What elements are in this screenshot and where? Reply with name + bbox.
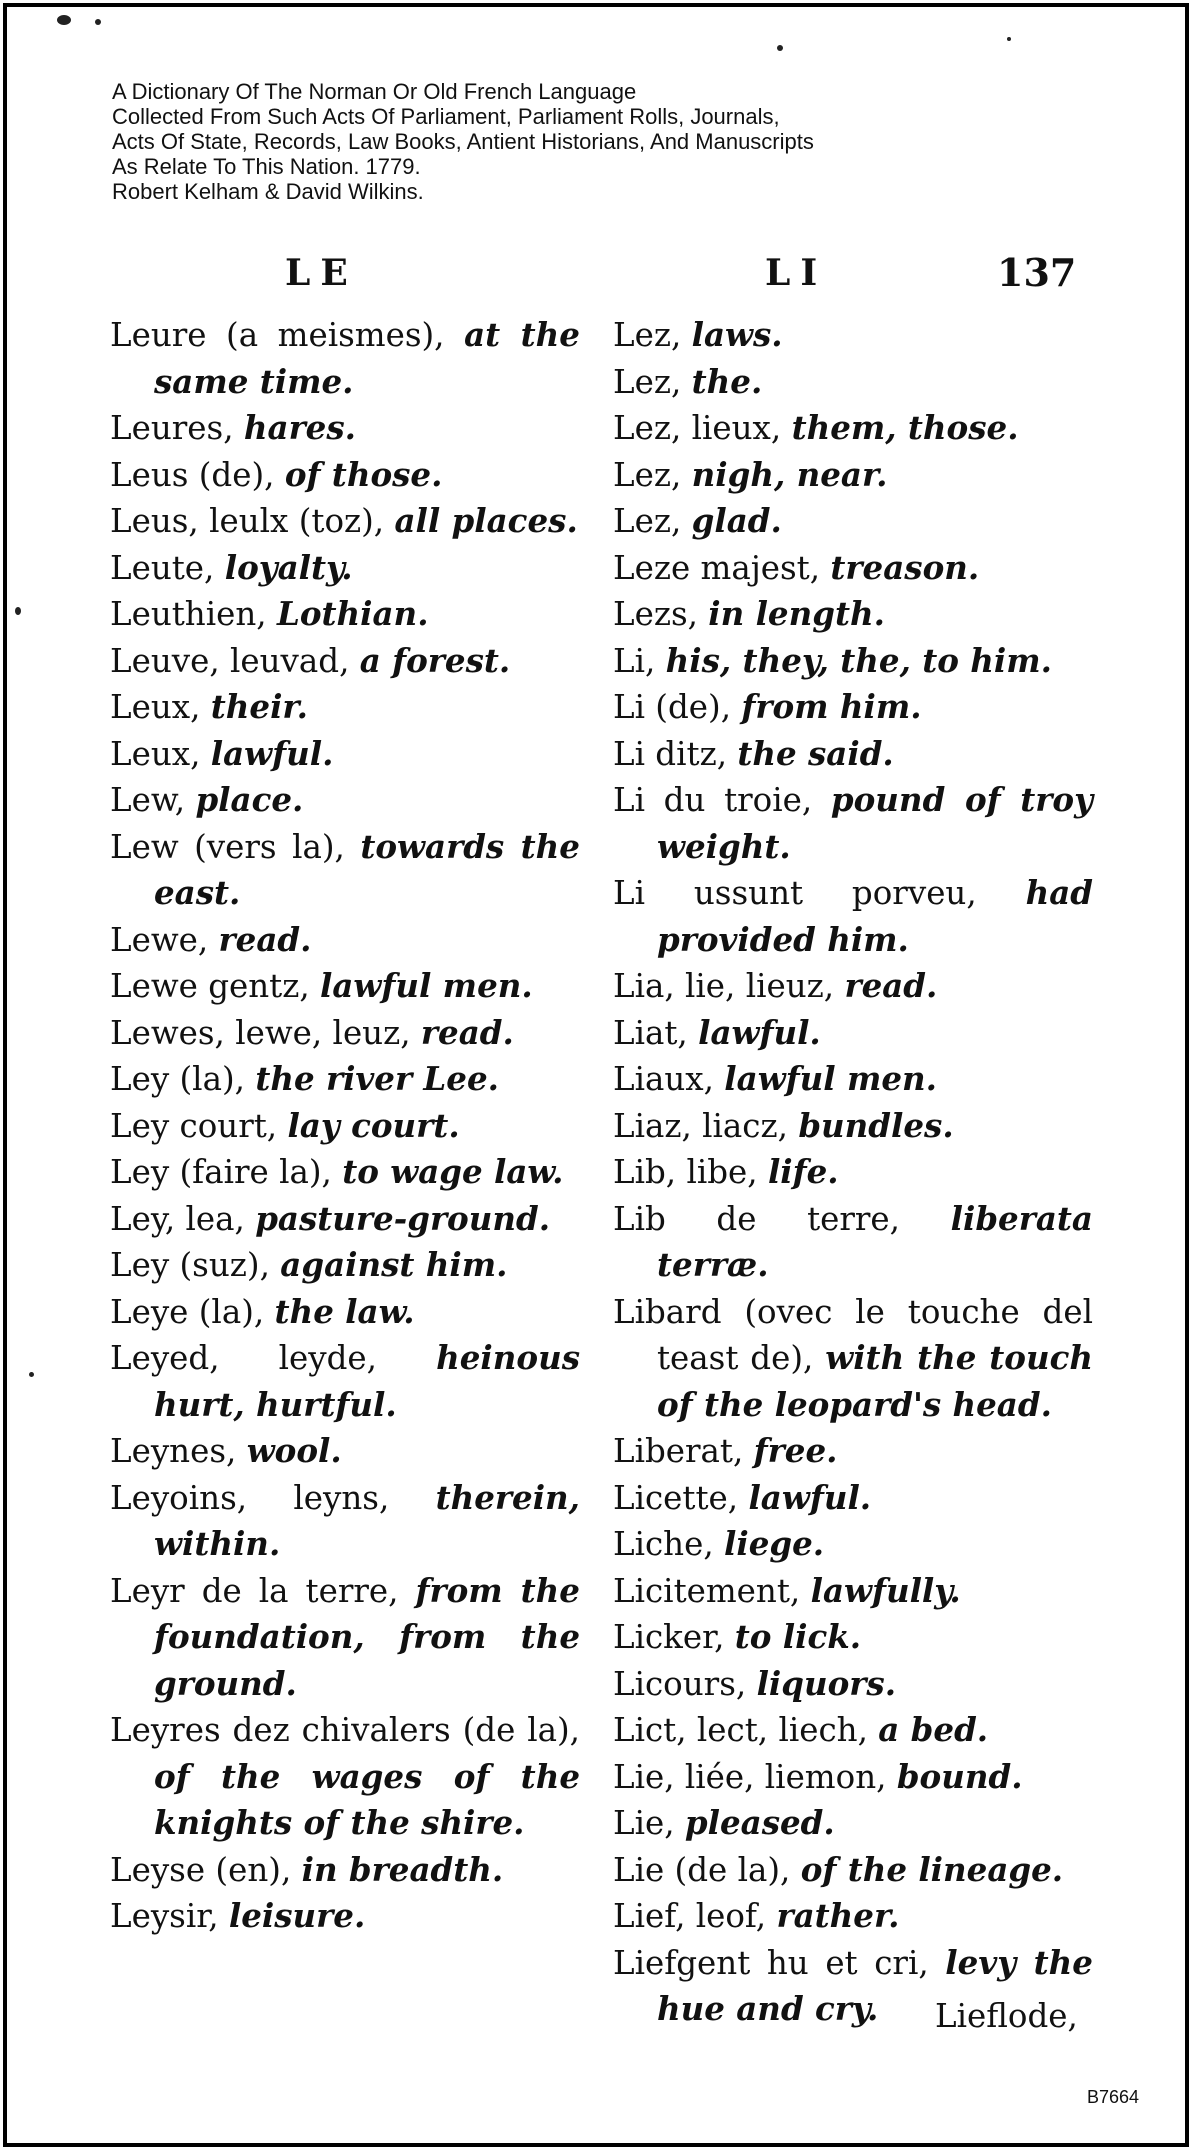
dictionary-entry — [110, 591, 580, 638]
entry-headword: Li (de), — [613, 688, 732, 726]
scan-speck — [29, 1372, 34, 1377]
entry-definition: of those. — [284, 454, 443, 494]
dictionary-entry — [110, 1475, 580, 1568]
entry-headword: Liefgent hu et cri, — [613, 1943, 929, 1982]
entry-definition: rather. — [776, 1896, 900, 1935]
entry-headword: Leuve, leuvad, — [110, 641, 350, 680]
dictionary-entry — [613, 638, 1093, 685]
scan-speck — [57, 15, 71, 25]
dictionary-entry — [110, 312, 580, 405]
entry-definition: lawful men. — [320, 966, 533, 1005]
entry-headword: Licitement, — [613, 1571, 801, 1610]
entry-headword: Ley (faire la), — [110, 1153, 332, 1191]
entry-headword: Li, — [613, 641, 656, 680]
entry-definition: bundles. — [798, 1105, 954, 1145]
entry-definition: all places. — [394, 501, 578, 540]
dictionary-entry — [613, 591, 1093, 638]
entry-headword: Ley court, — [110, 1106, 278, 1145]
entry-definition: laws. — [691, 315, 783, 354]
entry-definition: against him. — [280, 1245, 508, 1284]
entry-definition: read. — [420, 1012, 514, 1052]
entry-headword: Lez, — [613, 502, 682, 540]
dictionary-entry — [110, 638, 580, 685]
entry-headword: Leuthien, — [110, 595, 267, 633]
dictionary-entry — [613, 1661, 1093, 1708]
dictionary-entry — [613, 359, 1093, 406]
entry-headword: Ley, lea, — [110, 1199, 245, 1238]
entry-definition: their. — [210, 687, 308, 726]
entry-headword: Licours, — [613, 1664, 747, 1703]
running-head-left: LE — [285, 252, 358, 294]
entry-definition: therein, within. — [154, 1477, 580, 1563]
entry-definition: lawful. — [698, 1012, 821, 1052]
entry-definition: his, they, the, to him. — [665, 640, 1052, 680]
dictionary-entry — [613, 963, 1093, 1010]
dictionary-entry — [613, 312, 1093, 359]
entry-definition: glad. — [691, 501, 782, 540]
dictionary-entry — [110, 1289, 580, 1336]
entry-headword: Lez, lieux, — [613, 409, 782, 447]
entry-headword: Leyse (en), — [110, 1850, 292, 1889]
entry-headword: Leynes, — [110, 1432, 237, 1470]
entry-definition: them, those. — [791, 408, 1019, 447]
entry-definition: treason. — [830, 547, 980, 587]
entry-definition: Lothian. — [276, 594, 429, 633]
right-column — [613, 312, 1093, 2033]
entry-headword: Leure (a meismes), — [110, 316, 445, 354]
dictionary-entry — [110, 1196, 580, 1243]
entry-definition: lay court. — [287, 1105, 460, 1145]
header-note — [112, 79, 1012, 204]
entry-definition: life. — [767, 1152, 839, 1191]
entry-definition: liquors. — [756, 1663, 897, 1703]
entry-definition: loyalty. — [224, 547, 353, 587]
entry-headword: Lew, — [110, 781, 186, 819]
entry-definition: bound. — [896, 1756, 1023, 1796]
entry-definition: wool. — [246, 1431, 342, 1470]
entry-headword: Leus, leulx (toz), — [110, 502, 385, 540]
dictionary-entry — [613, 1707, 1093, 1754]
scan-speck — [777, 45, 783, 51]
entry-headword: Ley (la), — [110, 1060, 245, 1098]
dictionary-entry — [110, 452, 580, 499]
entry-headword: Leute, — [110, 548, 215, 587]
entry-headword: Lie, — [613, 1804, 675, 1842]
entry-headword: Li ussunt porveu, — [613, 874, 977, 912]
scan-speck — [95, 19, 101, 25]
entry-definition: lawfully. — [810, 1570, 961, 1610]
dictionary-entry — [110, 1847, 580, 1894]
dictionary-entry — [110, 1707, 580, 1847]
entry-headword: Libard (ovec le touche del teast de), — [613, 1292, 1093, 1377]
dictionary-entry — [613, 1800, 1093, 1847]
dictionary-entry — [110, 1010, 580, 1057]
entry-definition: in length. — [708, 594, 885, 633]
entry-headword: Leysir, — [110, 1897, 219, 1935]
page-number: 137 — [997, 250, 1077, 295]
archive-id: B7664 — [1087, 2087, 1140, 2107]
entry-definition: the law. — [274, 1291, 415, 1331]
dictionary-entry — [613, 1521, 1093, 1568]
entry-definition: read. — [218, 919, 312, 959]
entry-headword: Lewe gentz, — [110, 967, 310, 1005]
entry-definition: the. — [691, 361, 763, 401]
dictionary-entry — [613, 1614, 1093, 1661]
entry-headword: Leze majest, — [613, 548, 821, 587]
header-line: Robert Kelham & David Wilkins. — [112, 179, 424, 204]
entry-headword: Liaux, — [613, 1060, 714, 1098]
entry-headword: Lez, — [613, 455, 682, 494]
dictionary-entry — [613, 777, 1093, 870]
dictionary-entry — [613, 452, 1093, 499]
dictionary-entry — [110, 1568, 580, 1708]
entry-definition: to lick. — [734, 1617, 862, 1656]
dictionary-entry — [110, 917, 580, 964]
dictionary-entry — [613, 1149, 1093, 1196]
dictionary-entry — [110, 824, 580, 917]
entry-headword: Liaz, liacz, — [613, 1106, 788, 1145]
entry-headword: Lie, liée, liemon, — [613, 1757, 887, 1796]
dictionary-entry — [110, 1428, 580, 1475]
dictionary-entry — [110, 963, 580, 1010]
dictionary-entry — [613, 1893, 1093, 1940]
entry-definition: liberata terræ. — [657, 1198, 1093, 1284]
entry-headword: Licker, — [613, 1618, 725, 1656]
dictionary-entry — [110, 498, 580, 545]
entry-headword: Lia, lie, lieuz, — [613, 967, 835, 1005]
entry-definition: pound of troy weight. — [657, 780, 1093, 866]
entry-headword: Lewes, lewe, leuz, — [110, 1013, 411, 1052]
entry-definition: lawful men. — [724, 1059, 937, 1098]
dictionary-entry — [613, 498, 1093, 545]
dictionary-entry — [613, 1475, 1093, 1522]
entry-headword: Lezs, — [613, 595, 698, 633]
entry-headword: Leyoins, leyns, — [110, 1478, 390, 1517]
entry-definition: liege. — [724, 1524, 825, 1563]
dictionary-entry — [613, 731, 1093, 778]
entry-definition: a bed. — [878, 1710, 989, 1749]
entry-headword: Liberat, — [613, 1432, 744, 1470]
entry-definition: had provided him. — [657, 873, 1093, 959]
entry-definition: heinous hurt, hurtful. — [154, 1338, 580, 1424]
entry-definition: from him. — [741, 687, 922, 726]
entry-definition: the said. — [737, 733, 894, 773]
dictionary-entry — [613, 1196, 1093, 1289]
entry-headword: Licette, — [613, 1478, 739, 1517]
dictionary-entry — [613, 1847, 1093, 1894]
dictionary-entry — [110, 405, 580, 452]
entry-headword: Liche, — [613, 1525, 714, 1563]
entry-headword: Leures, — [110, 409, 234, 447]
header-line: Collected From Such Acts Of Parliament, Parliament Rolls, Journals, — [112, 104, 780, 129]
entry-definition: with the touch of the leopard's head. — [657, 1338, 1093, 1424]
dictionary-entry — [613, 1056, 1093, 1103]
dictionary-entry — [613, 1289, 1093, 1429]
dictionary-entry — [613, 405, 1093, 452]
dictionary-entry — [613, 1428, 1093, 1475]
entry-definition: of the wages of the knights of the shire. — [154, 1756, 580, 1842]
entry-headword: Liat, — [613, 1013, 688, 1052]
entry-headword: Li ditz, — [613, 734, 728, 773]
entry-definition: of the lineage. — [800, 1849, 1064, 1889]
dictionary-entry — [110, 1056, 580, 1103]
entry-definition: place. — [195, 780, 304, 819]
entry-definition: free. — [753, 1431, 838, 1470]
header-line: As Relate To This Nation. 1779. — [112, 154, 421, 179]
dictionary-entry — [110, 545, 580, 592]
entry-headword: Leye (la), — [110, 1292, 265, 1331]
dictionary-entry — [613, 545, 1093, 592]
dictionary-entry — [613, 1103, 1093, 1150]
entry-definition: from the foundation, from the ground. — [154, 1570, 580, 1703]
entry-headword: Lib, libe, — [613, 1153, 758, 1191]
page-frame — [3, 3, 1189, 2147]
entry-definition: hares. — [243, 408, 356, 447]
entry-definition: to wage law. — [342, 1152, 564, 1191]
entry-definition: towards the east. — [154, 826, 580, 912]
entry-headword: Leus (de), — [110, 455, 275, 494]
entry-headword: Lez, — [613, 316, 682, 354]
dictionary-entry — [613, 1754, 1093, 1801]
dictionary-entry — [110, 1893, 580, 1940]
entry-definition: levy the hue and cry. — [657, 1942, 1093, 2028]
scan-speck — [1007, 37, 1011, 41]
entry-definition: pasture-ground. — [255, 1198, 551, 1238]
entry-definition: lawful. — [748, 1477, 872, 1517]
entry-headword: Leyed, leyde, — [110, 1339, 377, 1377]
dictionary-entry — [613, 1568, 1093, 1615]
header-line: A Dictionary Of The Norman Or Old French Language — [112, 79, 637, 104]
entry-headword: Lez, — [613, 362, 682, 401]
entry-definition: a forest. — [359, 640, 511, 680]
entry-headword: Ley (suz), — [110, 1246, 270, 1284]
dictionary-entry — [110, 1149, 580, 1196]
running-head-right: LI — [765, 252, 828, 294]
dictionary-entry — [110, 1242, 580, 1289]
catchword: Lieflode, — [935, 1997, 1078, 2035]
scan-speck — [15, 607, 21, 615]
entry-headword: Lib de terre, — [613, 1199, 900, 1238]
entry-headword: Leux, — [110, 734, 201, 773]
header-line: Acts Of State, Records, Law Books, Antient Historians, And Manuscripts — [112, 129, 814, 154]
entry-definition: the river Lee. — [255, 1059, 499, 1098]
entry-definition: lawful. — [210, 733, 334, 773]
entry-definition: nigh, near. — [691, 454, 888, 494]
dictionary-entry — [613, 684, 1093, 731]
entry-headword: Lict, lect, liech, — [613, 1711, 868, 1749]
entry-headword: Lewe, — [110, 920, 209, 959]
dictionary-entry — [110, 731, 580, 778]
entry-headword: Lief, leof, — [613, 1897, 767, 1935]
entry-headword: Lie (de la), — [613, 1850, 791, 1889]
dictionary-entry — [110, 777, 580, 824]
entry-definition: leisure. — [228, 1896, 366, 1935]
dictionary-entry — [613, 1010, 1093, 1057]
entry-headword: Leyres dez chivalers (de la), — [110, 1711, 580, 1749]
entry-headword: Leyr de la terre, — [110, 1571, 399, 1610]
entry-headword: Lew (vers la), — [110, 827, 345, 866]
dictionary-entry — [110, 684, 580, 731]
dictionary-entry — [110, 1103, 580, 1150]
entry-definition: read. — [844, 966, 938, 1005]
entry-definition: pleased. — [684, 1803, 835, 1842]
dictionary-entry — [110, 1335, 580, 1428]
entry-definition: at the same time. — [154, 315, 580, 401]
entry-headword: Li du troie, — [613, 781, 813, 819]
dictionary-entry — [613, 870, 1093, 963]
left-column — [110, 312, 580, 1940]
entry-headword: Leux, — [110, 688, 201, 726]
entry-definition: in breadth. — [301, 1849, 504, 1889]
